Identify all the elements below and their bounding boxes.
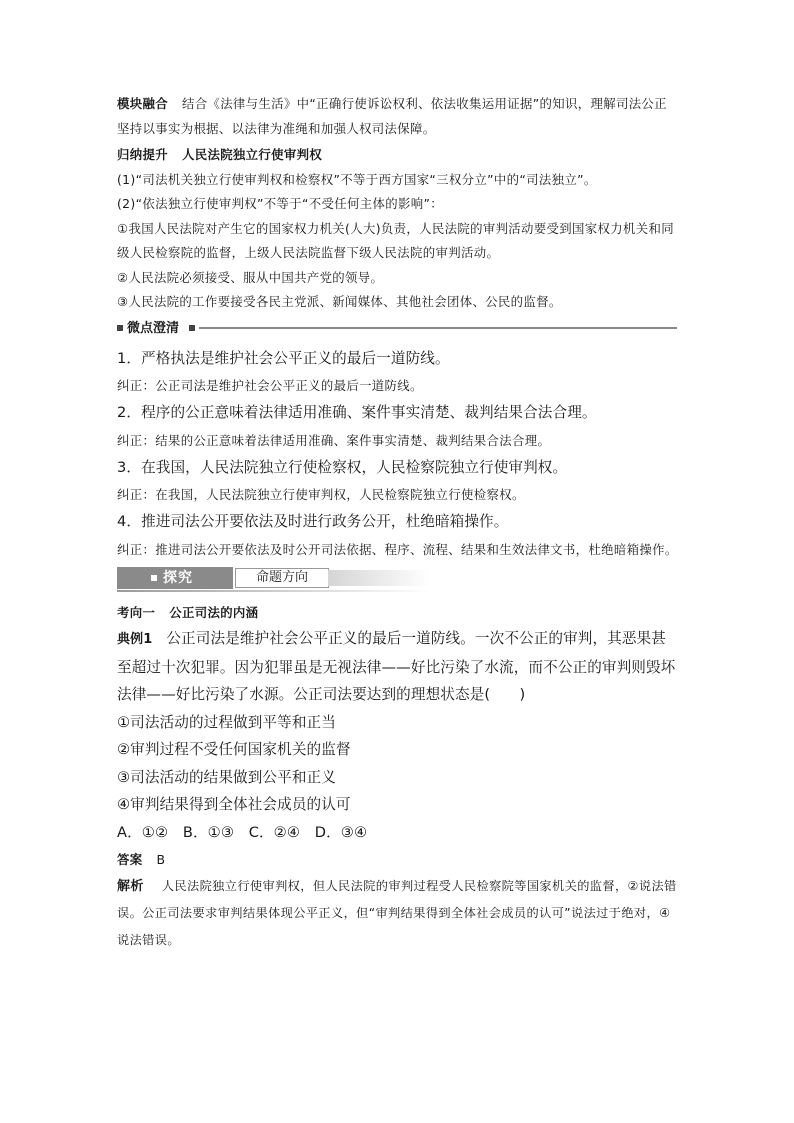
analysis-paragraph xyxy=(117,873,679,954)
summary-heading xyxy=(117,143,679,168)
square-bullet-icon xyxy=(117,325,123,331)
direction-title: 公正司法的内涵 xyxy=(169,604,259,620)
clarify-statement-4: 4．推进司法公开要依法及时进行政务公开，杜绝暗箱操作。 xyxy=(117,513,509,530)
direction-label: 考向一 xyxy=(117,604,156,620)
square-bullet-icon xyxy=(189,325,195,331)
fusion-paragraph xyxy=(117,92,679,141)
clarify-section-header xyxy=(117,319,679,339)
answer-value: B xyxy=(156,852,166,867)
summary-point-5: ③人民法院的工作要接受各民主党派、新闻媒体、其他社会团体、公民的监督。 xyxy=(117,294,562,309)
clarify-statement-1: 1．严格执法是维护社会公平正义的最后一道防线。 xyxy=(117,349,450,367)
explore-tab-main xyxy=(117,567,233,589)
example-stem-text: 公正司法是维护社会公平正义的最后一道防线。一次不公正的审判，其恶果甚至超过十次犯罪。因为犯罪虽是无视法律——好比污染了水流，而不公正的审判则毁坏法律——好比污染了水源。公正司法要达到的理想状态是( ) xyxy=(117,630,676,703)
banner-fade xyxy=(328,570,430,586)
fusion-label: 模块融合 xyxy=(117,96,168,111)
example-label: 典例1 xyxy=(117,632,153,647)
example-stem xyxy=(117,625,679,709)
explore-tab-main-label: 探究 xyxy=(163,569,193,586)
section-divider xyxy=(199,327,677,329)
summary-title: 人民法院独立行使审判权 xyxy=(181,147,323,162)
example-option-4: ④审判结果得到全体社会成员的认可 xyxy=(117,796,351,813)
summary-point-4: ②人民法院必须接受、服从中国共产党的领导。 xyxy=(117,269,384,285)
page-content xyxy=(117,92,679,954)
clarify-correction-1: 纠正：公正司法是维护社会公平正义的最后一道防线。 xyxy=(117,378,423,393)
clarify-title: 微点澄清 xyxy=(127,320,180,336)
fusion-text: 结合《法律与生活》中“正确行使诉讼权利、依法收集运用证据”的知识，理解司法公正坚持以事实为根据、以法律为准绳和加强人权司法保障。 xyxy=(117,96,667,136)
summary-label: 归纳提升 xyxy=(117,147,168,162)
summary-point-2: (2)“依法独立行使审判权”不等于“不受任何主体的影响”： xyxy=(117,196,443,211)
answer-line xyxy=(117,846,679,873)
square-bullet-icon xyxy=(151,575,157,581)
example-option-3: ③司法活动的结果做到公平和正义 xyxy=(117,768,336,786)
clarify-statement-3: 3．在我国，人民法院独立行使检察权，人民检察院独立行使审判权。 xyxy=(117,458,568,476)
clarify-correction-4: 纠正：推进司法公开要依法及时公开司法依据、程序、流程、结果和生效法律文书，杜绝暗箱操作。 xyxy=(117,541,678,557)
analysis-text: 人民法院独立行使审判权，但人民法院的审判过程受人民检察院等国家机关的监督，②说法错误。公正司法要求审判结果体现公平正义，但“审判结果得到全体社会成员的认可”说法过于绝对，④说法错误。 xyxy=(117,879,677,947)
explore-banner xyxy=(117,567,679,589)
direction-heading xyxy=(117,601,679,626)
banner-underline xyxy=(117,590,430,592)
explore-tab-sub xyxy=(235,568,329,588)
summary-point-3: ①我国人民法院对产生它的国家权力机关(人大)负责，人民法院的审判活动要受到国家权力机关和同级人民检察院的监督，上级人民法院监督下级人民法院的审判活动。 xyxy=(117,220,674,260)
clarify-correction-2: 纠正：结果的公正意味着法律适用准确、案件事实清楚、裁判结果合法合理。 xyxy=(117,432,551,448)
clarify-correction-3: 纠正：在我国，人民法院独立行使审判权，人民检察院独立行使检察权。 xyxy=(117,487,525,502)
example-choices: A．①② B．①③ C．②④ D．③④ xyxy=(117,823,368,841)
example-option-2: ②审判过程不受任何国家机关的监督 xyxy=(117,741,351,758)
clarify-statement-2: 2．程序的公正意味着法律适用准确、案件事实清楚、裁判结果合法合理。 xyxy=(117,404,597,421)
example-option-1: ①司法活动的过程做到平等和正当 xyxy=(117,713,336,731)
analysis-label: 解析 xyxy=(117,879,144,894)
summary-point-1: (1)“司法机关独立行使审判权和检察权”不等于西方国家“三权分立”中的“司法独立”。 xyxy=(117,171,597,187)
explore-tab-sub-label: 命题方向 xyxy=(255,569,308,585)
answer-label: 答案 xyxy=(117,852,143,867)
